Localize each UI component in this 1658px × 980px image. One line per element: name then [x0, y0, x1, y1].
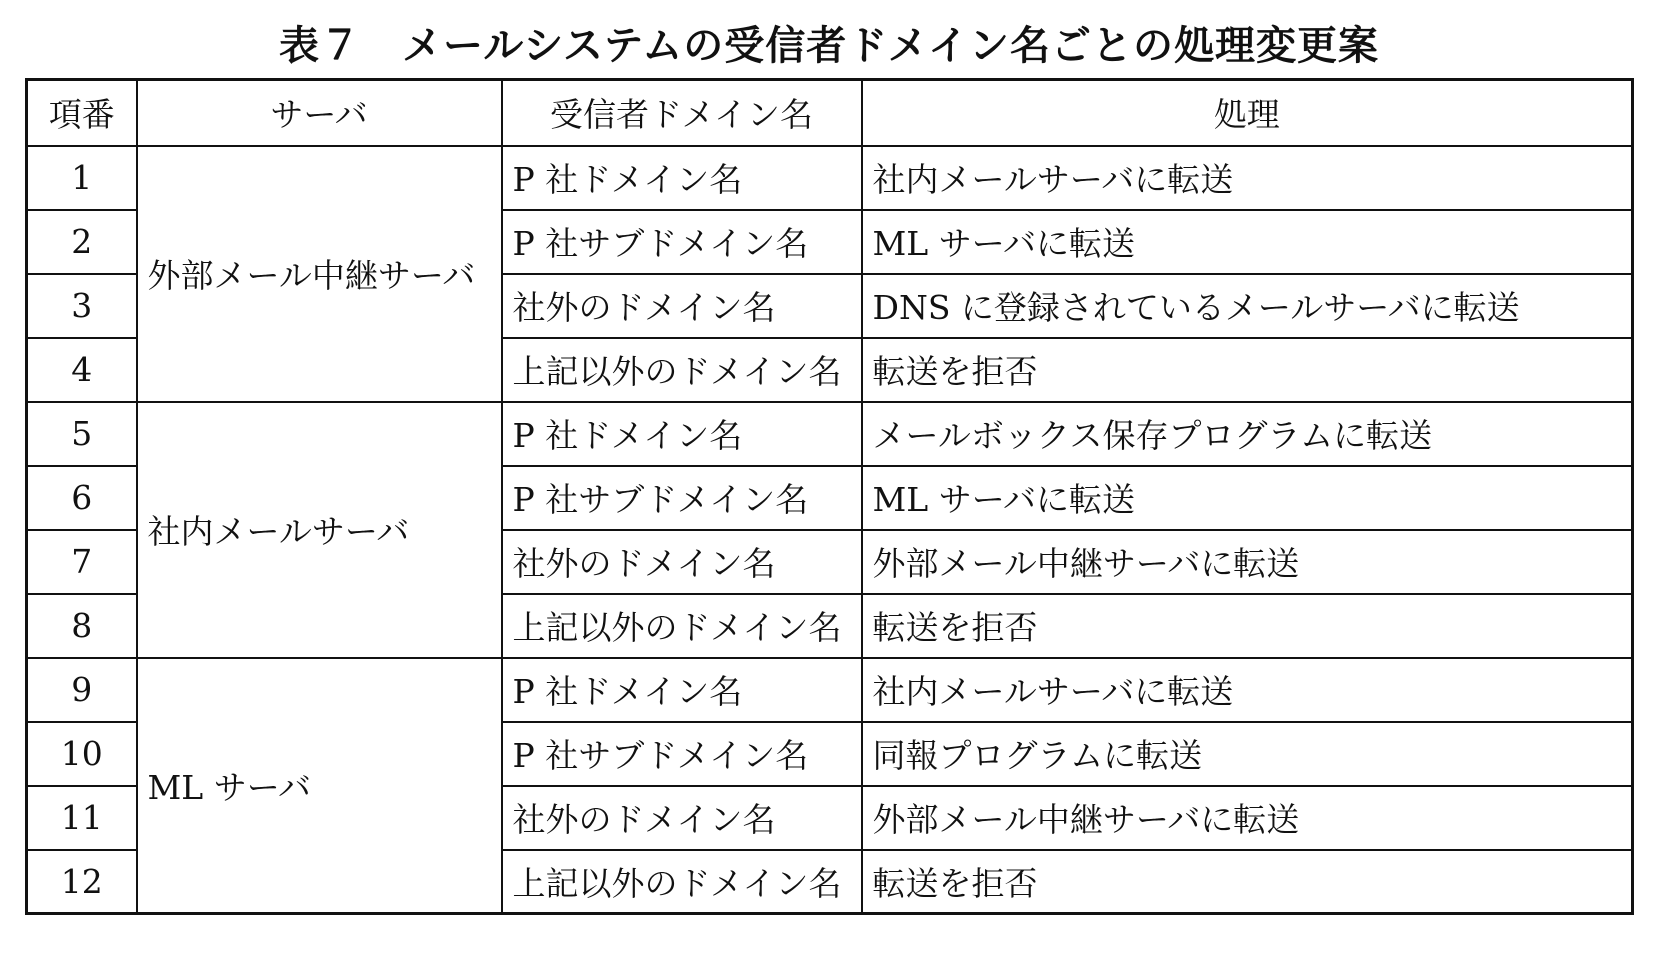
- server-name-cell: ML サーバ: [137, 658, 502, 914]
- recipient-domain-cell: P 社サブドメイン名: [502, 466, 862, 530]
- header-process: 処理: [862, 80, 1633, 146]
- header-num: 項番: [27, 80, 137, 146]
- header-row: [27, 80, 1633, 146]
- recipient-domain-cell: P 社ドメイン名: [502, 402, 862, 466]
- processing-cell: 社内メールサーバに転送: [862, 146, 1633, 210]
- recipient-domain-cell: 上記以外のドメイン名: [502, 594, 862, 658]
- server-name-cell: 社内メールサーバ: [137, 402, 502, 658]
- recipient-domain-cell: 社外のドメイン名: [502, 274, 862, 338]
- row-number: 10: [27, 722, 137, 786]
- table-row: [27, 146, 1633, 210]
- processing-cell: 外部メール中継サーバに転送: [862, 530, 1633, 594]
- table-body: [27, 146, 1633, 914]
- table-row: [27, 658, 1633, 722]
- recipient-domain-cell: P 社ドメイン名: [502, 146, 862, 210]
- recipient-domain-cell: P 社サブドメイン名: [502, 722, 862, 786]
- row-number: 5: [27, 402, 137, 466]
- row-number: 8: [27, 594, 137, 658]
- recipient-domain-cell: 上記以外のドメイン名: [502, 850, 862, 914]
- domain-processing-table: [25, 78, 1634, 915]
- recipient-domain-cell: 上記以外のドメイン名: [502, 338, 862, 402]
- row-number: 12: [27, 850, 137, 914]
- row-number: 9: [27, 658, 137, 722]
- processing-cell: メールボックス保存プログラムに転送: [862, 402, 1633, 466]
- row-number: 1: [27, 146, 137, 210]
- header-domain: 受信者ドメイン名: [502, 80, 862, 146]
- row-number: 11: [27, 786, 137, 850]
- row-number: 3: [27, 274, 137, 338]
- processing-cell: 同報プログラムに転送: [862, 722, 1633, 786]
- processing-cell: 転送を拒否: [862, 594, 1633, 658]
- recipient-domain-cell: P 社サブドメイン名: [502, 210, 862, 274]
- recipient-domain-cell: 社外のドメイン名: [502, 786, 862, 850]
- processing-cell: 転送を拒否: [862, 850, 1633, 914]
- table-caption: 表７ メールシステムの受信者ドメイン名ごとの処理変更案: [279, 23, 1379, 69]
- processing-cell: ML サーバに転送: [862, 210, 1633, 274]
- recipient-domain-cell: 社外のドメイン名: [502, 530, 862, 594]
- recipient-domain-cell: P 社ドメイン名: [502, 658, 862, 722]
- server-name-cell: 外部メール中継サーバ: [137, 146, 502, 402]
- processing-cell: 外部メール中継サーバに転送: [862, 786, 1633, 850]
- table-row: [27, 402, 1633, 466]
- row-number: 6: [27, 466, 137, 530]
- row-number: 4: [27, 338, 137, 402]
- row-number: 2: [27, 210, 137, 274]
- header-server: サーバ: [137, 80, 502, 146]
- processing-cell: 社内メールサーバに転送: [862, 658, 1633, 722]
- processing-cell: DNS に登録されているメールサーバに転送: [862, 274, 1633, 338]
- table-header: [27, 80, 1633, 146]
- processing-cell: 転送を拒否: [862, 338, 1633, 402]
- row-number: 7: [27, 530, 137, 594]
- processing-cell: ML サーバに転送: [862, 466, 1633, 530]
